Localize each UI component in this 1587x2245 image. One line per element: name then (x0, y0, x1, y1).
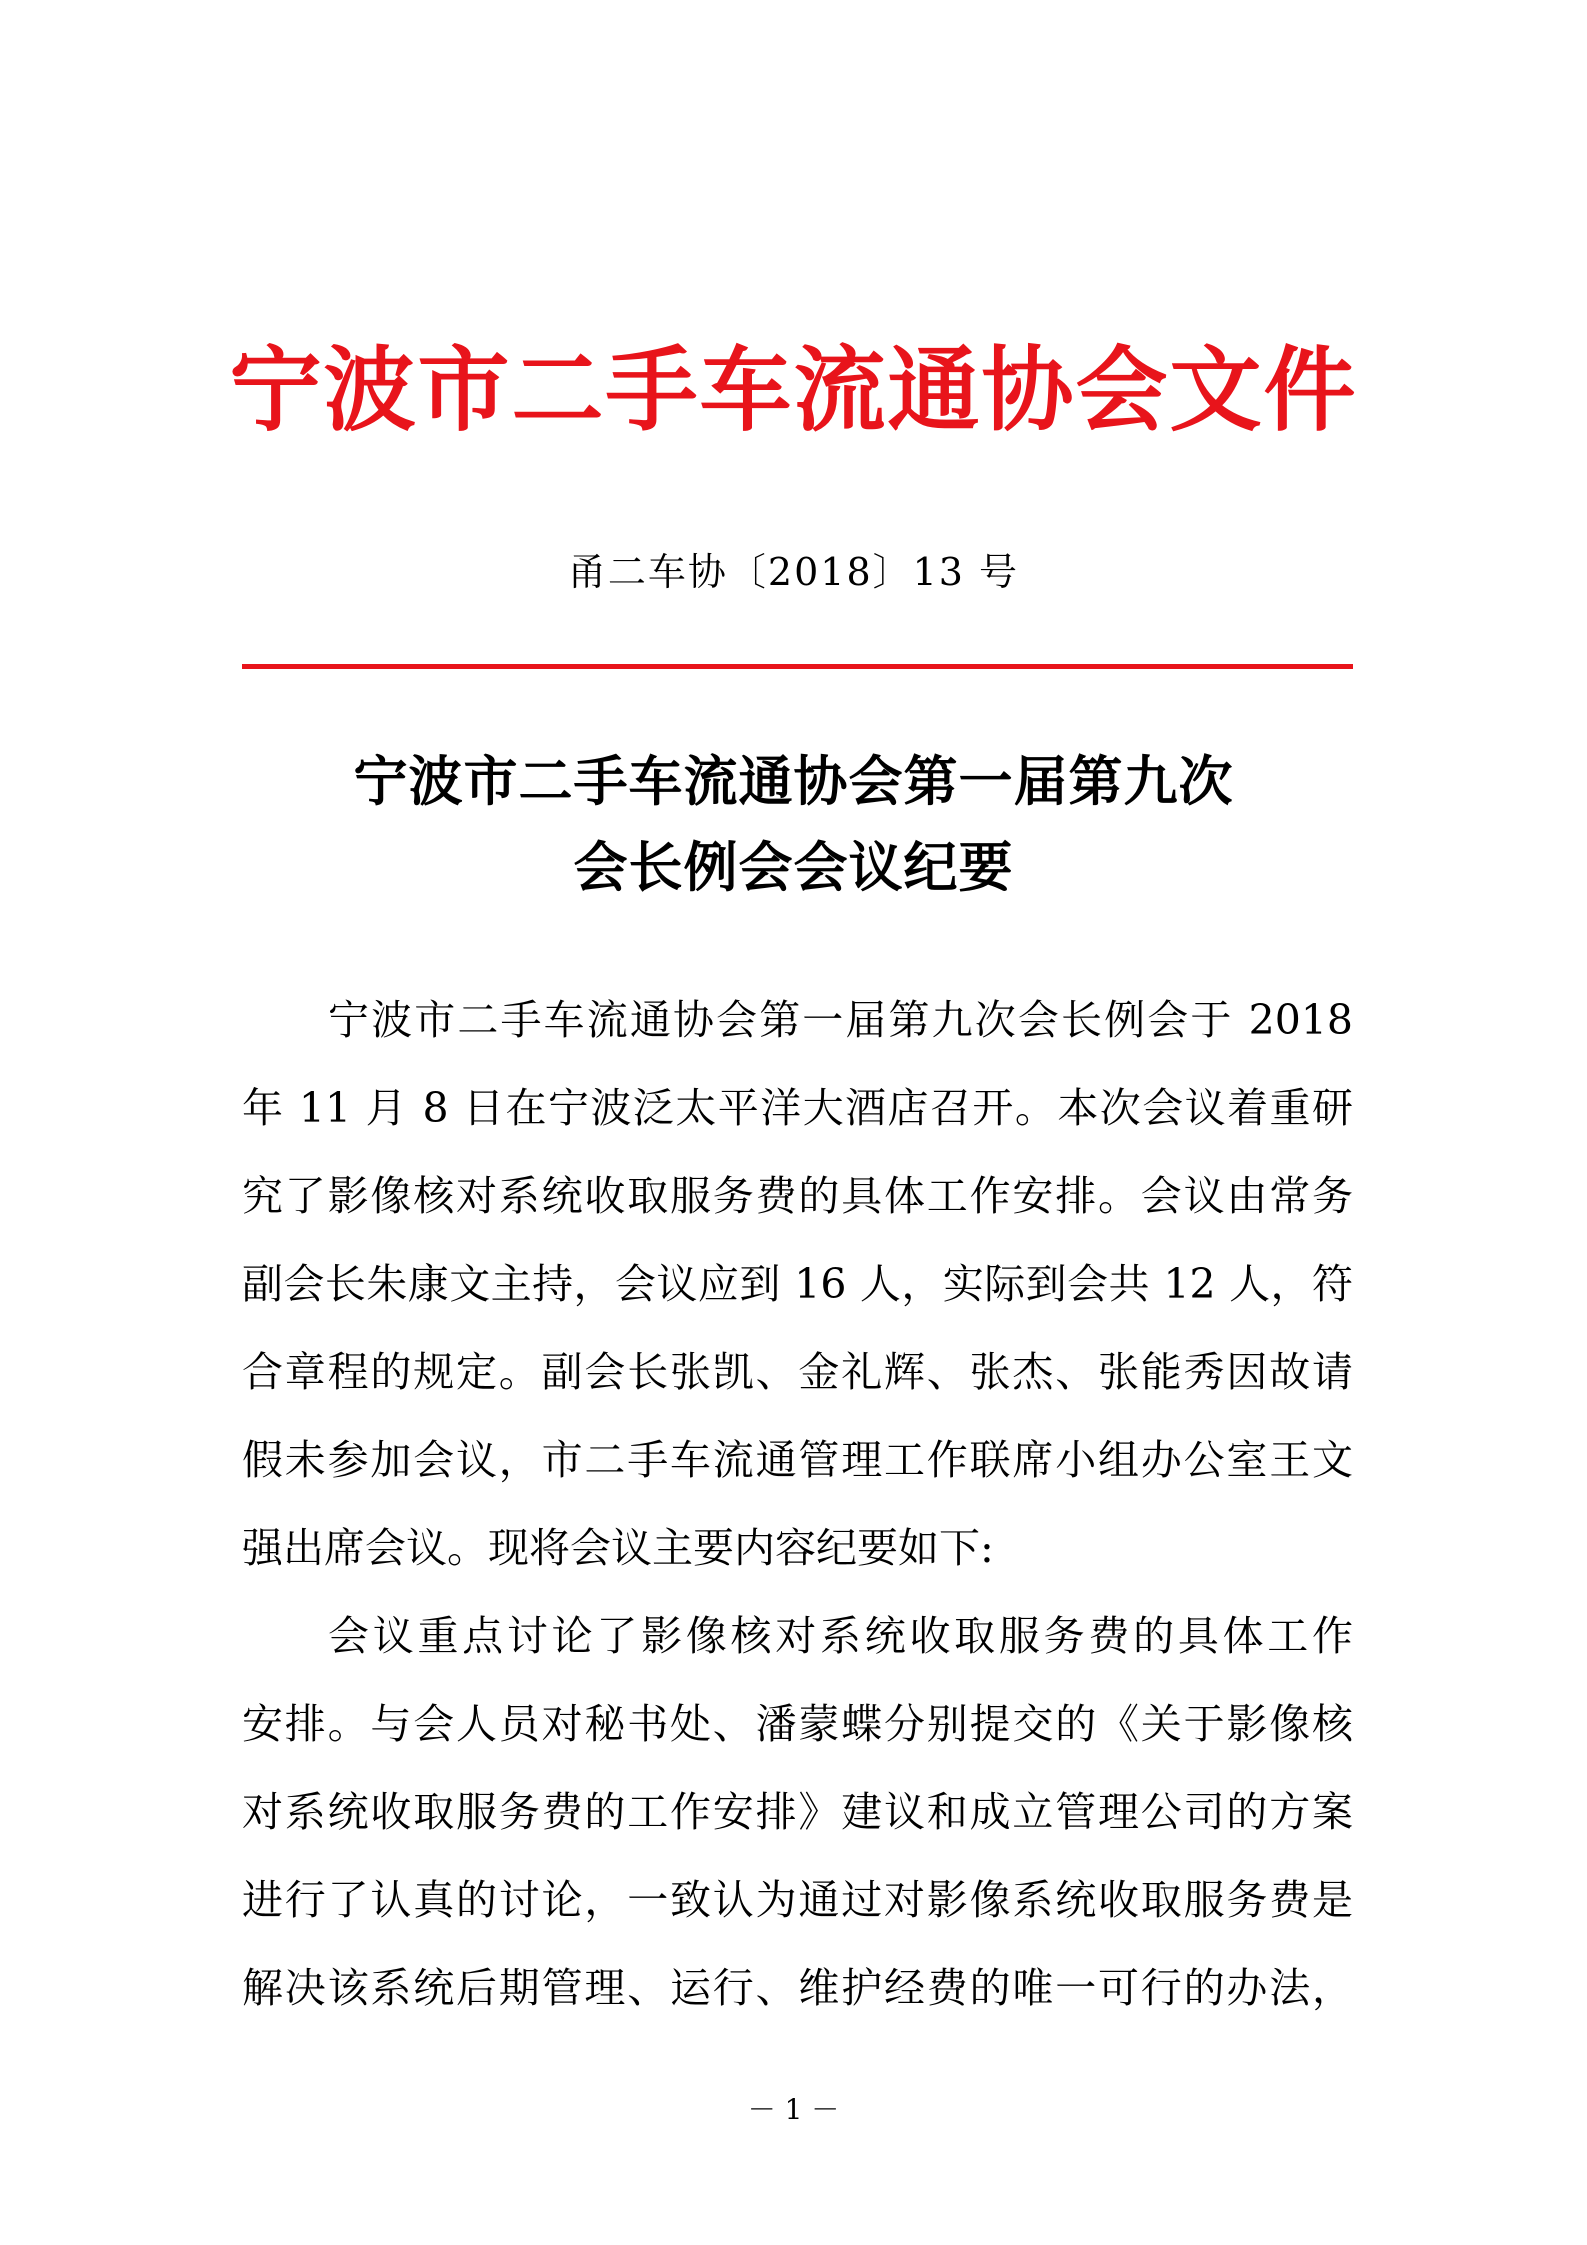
issuer-header-title: 宁波市二手车流通协会文件 (229, 336, 1358, 444)
paragraph-line: 究了影像核对系统收取服务费的具体工作安排。会议由常务 (242, 1172, 1353, 1220)
red-divider-line (242, 664, 1353, 669)
paragraph-line: 会议重点讨论了影像核对系统收取服务费的具体工作 (328, 1612, 1353, 1660)
paragraph-line: 强出席会议。现将会议主要内容纪要如下: (242, 1524, 994, 1572)
paragraph-line: 合章程的规定。副会长张凯、金礼辉、张杰、张能秀因故请 (242, 1348, 1353, 1396)
document-number: 甬二车协〔2018〕13 号 (567, 550, 1020, 594)
paragraph-line: 对系统收取服务费的工作安排》建议和成立管理公司的方案 (242, 1788, 1353, 1836)
page-number: － 1 － (747, 2093, 840, 2126)
document-title-line-1: 宁波市二手车流通协会第一届第九次 (353, 749, 1234, 813)
document-title-line-2: 会长例会会议纪要 (573, 835, 1014, 899)
paragraph-line: 假未参加会议，市二手车流通管理工作联席小组办公室王文 (242, 1436, 1353, 1484)
paragraph-line: 解决该系统后期管理、运行、维护经费的唯一可行的办法， (242, 1964, 1353, 2012)
paragraph-line: 年 11 月 8 日在宁波泛太平洋大酒店召开。本次会议着重研 (242, 1084, 1353, 1132)
paragraph-line: 宁波市二手车流通协会第一届第九次会长例会于 2018 (328, 996, 1353, 1044)
paragraph-line: 进行了认真的讨论，一致认为通过对影像系统收取服务费是 (242, 1876, 1353, 1924)
paragraph-line: 安排。与会人员对秘书处、潘蒙蝶分别提交的《关于影像核 (242, 1700, 1353, 1748)
paragraph-line: 副会长朱康文主持，会议应到 16 人，实际到会共 12 人，符 (242, 1260, 1353, 1308)
